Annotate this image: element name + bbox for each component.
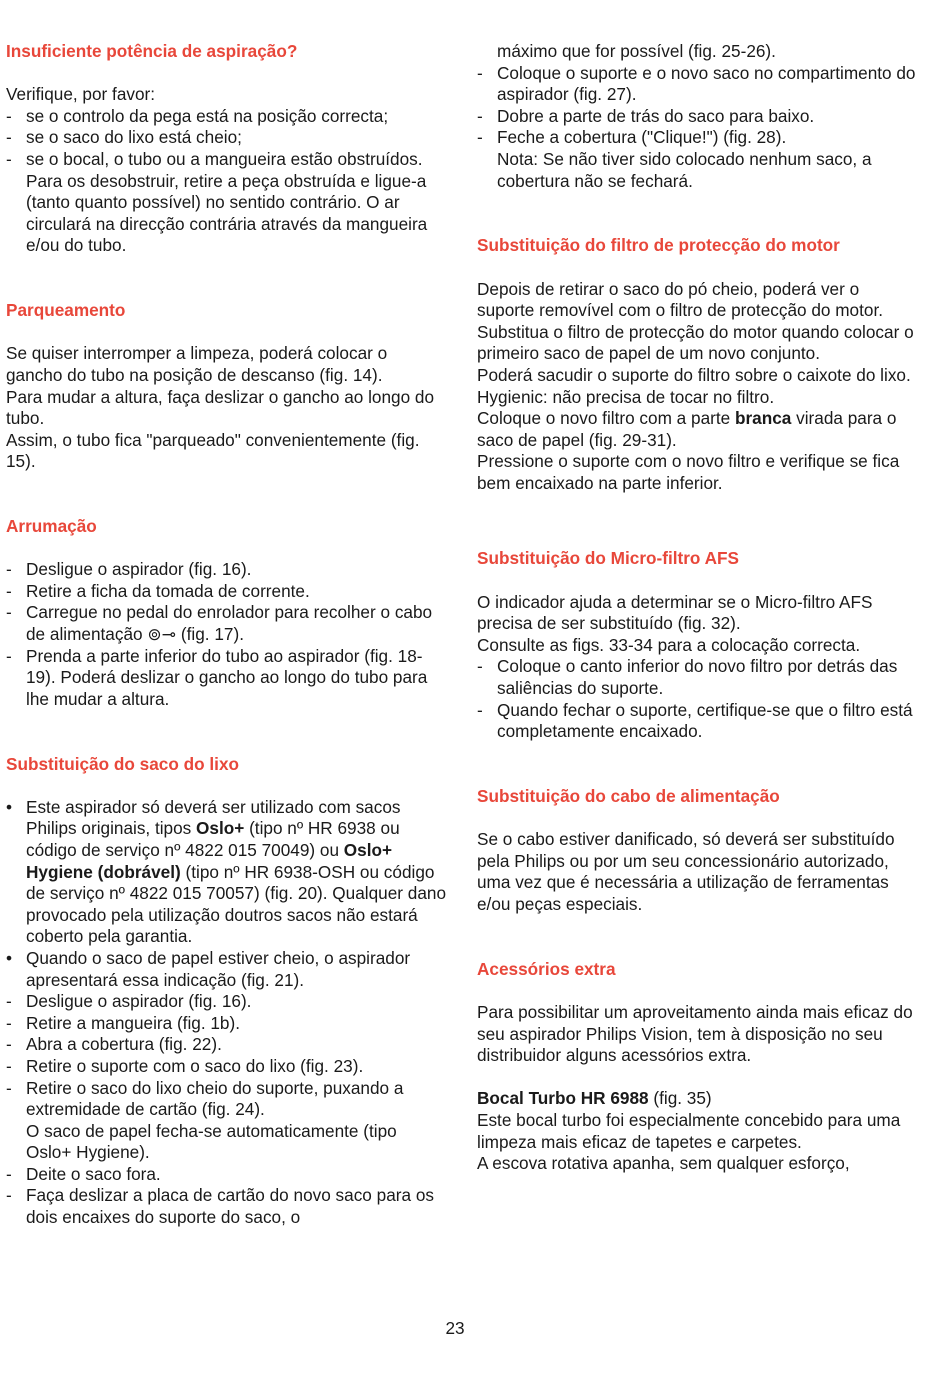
list-item-text: Retire o saco do lixo cheio do suporte, puxando a extremidade de cartão (fig. 24). <box>26 1077 404 1120</box>
list-item-text: Desligue o aspirador (fig. 16). <box>26 991 252 1012</box>
dash-marker: - <box>6 1185 12 1206</box>
list-item <box>6 559 446 581</box>
list-item <box>6 1034 446 1056</box>
section-title-saco-lixo: Substituição do saco do lixo <box>6 753 240 774</box>
list-item-text: Desligue o aspirador (fig. 16). <box>26 559 252 580</box>
page-number: 23 <box>445 1318 465 1338</box>
paragraph: O indicador ajuda a determinar se o Micro-filtro AFS precisa de ser substituído (fig. 32). <box>477 591 873 634</box>
dash-marker: - <box>477 699 483 720</box>
list-item <box>477 656 917 699</box>
dash-marker: - <box>6 1055 12 1076</box>
paragraph: A escova rotativa apanha, sem qualquer esforço, <box>477 1153 850 1174</box>
section-title-cabo: Substituição do cabo de alimentação <box>477 786 780 806</box>
list-item <box>6 602 446 645</box>
list-item <box>477 106 917 128</box>
paragraph: Este bocal turbo foi especialmente concebido para uma limpeza mais eficaz de tapetes e carpetes. <box>477 1109 901 1152</box>
dash-marker: - <box>6 602 12 623</box>
section-title-micro-filtro: Substituição do Micro-filtro AFS <box>477 548 739 569</box>
paragraph: Para mudar a altura, faça deslizar o gancho ao longo do tubo. <box>6 386 435 429</box>
left-column <box>6 41 446 1229</box>
list-item <box>6 991 446 1013</box>
section-title-acessorios: Acessórios extra <box>477 958 616 979</box>
list-item-text: Carregue no pedal do enrolador para recolher o cabo de alimentação ⊚⊸ (fig. 17). <box>26 602 433 645</box>
list-item <box>6 1056 446 1078</box>
paragraph: máximo que for possível (fig. 25-26). <box>497 41 776 61</box>
list-item <box>477 127 917 149</box>
bold-text: Oslo+ Hygiene (dobrável) <box>26 839 393 882</box>
bullet-marker: • <box>6 796 13 817</box>
list-item <box>6 581 446 603</box>
dash-marker: - <box>477 105 483 126</box>
dash-marker: - <box>6 559 12 580</box>
list-item-text: Faça deslizar a placa de cartão do novo saco para os dois encaixes do suporte do saco, o <box>26 1185 434 1228</box>
right-column <box>477 41 917 1175</box>
list-item <box>6 646 446 711</box>
list-item-text: Este aspirador só deverá ser utilizado com sacos Philips originais, tipos Oslo+ (tipo nº HR 6938 ou código de serviço nº 4822 015 70049) ou Oslo+ Hygiene (dobrável) (tipo nº HR 6938-OSH ou código de serviço nº 4822 015 70057) (fig. 20). Qualquer dano provocado pela utilização doutros sacos não estará coberto pela garantia. <box>26 796 447 947</box>
list-item-text: Feche a cobertura ("Clique!") (fig. 28). <box>497 127 787 148</box>
paragraph: Verifique, por favor: <box>6 84 156 105</box>
paragraph: Coloque o novo filtro com a parte branca virada para o saco de papel (fig. 29-31). <box>477 408 897 450</box>
paragraph: Se quiser interromper a limpeza, poderá colocar o gancho do tubo na posição de descanso (fig. 14). <box>6 343 388 385</box>
bold-text: Bocal Turbo HR 6988 <box>477 1088 649 1109</box>
list-item-text: se o bocal, o tubo ou a mangueira estão obstruídos. <box>26 148 423 169</box>
dash-marker: - <box>477 62 483 83</box>
dash-marker: - <box>6 148 12 169</box>
dash-marker: - <box>6 1077 12 1098</box>
list-item-text: Abra a cobertura (fig. 22). <box>26 1034 222 1055</box>
paragraph: O saco de papel fecha-se automaticamente (tipo Oslo+ Hygiene). <box>26 1120 397 1163</box>
list-item-text: Retire a ficha da tomada de corrente. <box>26 580 310 601</box>
paragraph: Depois de retirar o saco do pó cheio, poderá ver o suporte removível com o filtro de protecção do motor. <box>477 278 884 321</box>
list-item-text: Quando o saco de papel estiver cheio, o aspirador apresentará essa indicação (fig. 21). <box>26 947 411 990</box>
bold-text: branca <box>734 408 792 429</box>
dash-marker: - <box>6 1012 12 1033</box>
list-item-text: Retire o suporte com o saco do lixo (fig. 23). <box>26 1055 364 1076</box>
paragraph: Pressione o suporte com o novo filtro e verifique se fica bem encaixado na parte inferior. <box>477 451 900 493</box>
list-item-text: Dobre a parte de trás do saco para baixo. <box>497 105 815 126</box>
list-item <box>477 63 917 106</box>
dash-marker: - <box>6 1163 12 1184</box>
bold-text: Oslo+ <box>196 818 245 839</box>
dash-marker: - <box>6 645 12 666</box>
paragraph: Poderá sacudir o suporte do filtro sobre o caixote do lixo. Hygienic: não precisa de tocar no filtro. <box>477 364 911 407</box>
list-item-text: Coloque o canto inferior do novo filtro por detrás das saliências do suporte. <box>497 656 898 699</box>
paragraph: Se o cabo estiver danificado, só deverá ser substituído pela Philips ou por um seu concessionário autorizado, uma vez que é necessária a utilização de ferramentas e/ou peças especiais. <box>477 829 895 914</box>
dash-marker: - <box>6 580 12 601</box>
list-item <box>6 1013 446 1035</box>
paragraph: Substitua o filtro de protecção do motor quando colocar o primeiro saco de papel de um novo conjunto. <box>477 321 914 364</box>
list-item <box>6 1185 446 1228</box>
bullet-marker: • <box>6 947 13 968</box>
paragraph: Assim, o tubo fica "parqueado" convenientemente (fig. 15). <box>6 429 420 472</box>
note-text: Nota: Se não tiver sido colocado nenhum saco, a cobertura não se fechará. <box>497 148 872 191</box>
section-title-aspiracao: Insuficiente potência de aspiração? <box>6 41 298 61</box>
list-item-text: Deite o saco fora. <box>26 1163 161 1184</box>
list-item-text: Retire a mangueira (fig. 1b). <box>26 1012 240 1033</box>
list-item-text: Prenda a parte inferior do tubo ao aspirador (fig. 18-19). Poderá deslizar o gancho ao longo do tubo para lhe mudar a altura. <box>26 645 428 709</box>
section-title-filtro-motor: Substituição do filtro de protecção do motor <box>477 235 840 256</box>
section-title-arrumacao: Arrumação <box>6 516 97 537</box>
dash-marker: - <box>6 1034 12 1055</box>
subheading: Bocal Turbo HR 6988 (fig. 35) <box>477 1088 712 1109</box>
dash-marker: - <box>6 991 12 1012</box>
list-item <box>6 1078 446 1121</box>
list-item <box>477 700 917 743</box>
paragraph: Para possibilitar um aproveitamento ainda mais eficaz do seu aspirador Philips Vision, tem à disposição no seu distribuidor alguns acessórios extra. <box>477 1001 913 1066</box>
list-item <box>6 106 446 128</box>
dash-marker: - <box>477 656 483 677</box>
list-item <box>6 127 446 149</box>
list-item-text: Coloque o suporte e o novo saco no compartimento do aspirador (fig. 27). <box>497 62 916 105</box>
list-item-text: Quando fechar o suporte, certifique-se que o filtro está completamente encaixado. <box>497 699 913 742</box>
dash-marker: - <box>477 127 483 148</box>
list-item-text: se o controlo da pega está na posição correcta; <box>26 105 389 126</box>
list-item <box>6 149 446 171</box>
list-item-text: se o saco do lixo está cheio; <box>26 127 242 148</box>
list-item <box>6 1164 446 1186</box>
list-item <box>6 797 446 948</box>
dash-marker: - <box>6 105 12 126</box>
paragraph: Consulte as figs. 33-34 para a colocação correcta. <box>477 634 861 655</box>
section-title-parqueamento: Parqueamento <box>6 300 126 321</box>
list-item <box>6 948 446 991</box>
paragraph: Para os desobstruir, retire a peça obstruída e ligue-a (tanto quanto possível) no sentido contrário. O ar circulará na direcção contrária através da mangueira e/ou do tubo. <box>26 170 428 256</box>
dash-marker: - <box>6 127 12 148</box>
